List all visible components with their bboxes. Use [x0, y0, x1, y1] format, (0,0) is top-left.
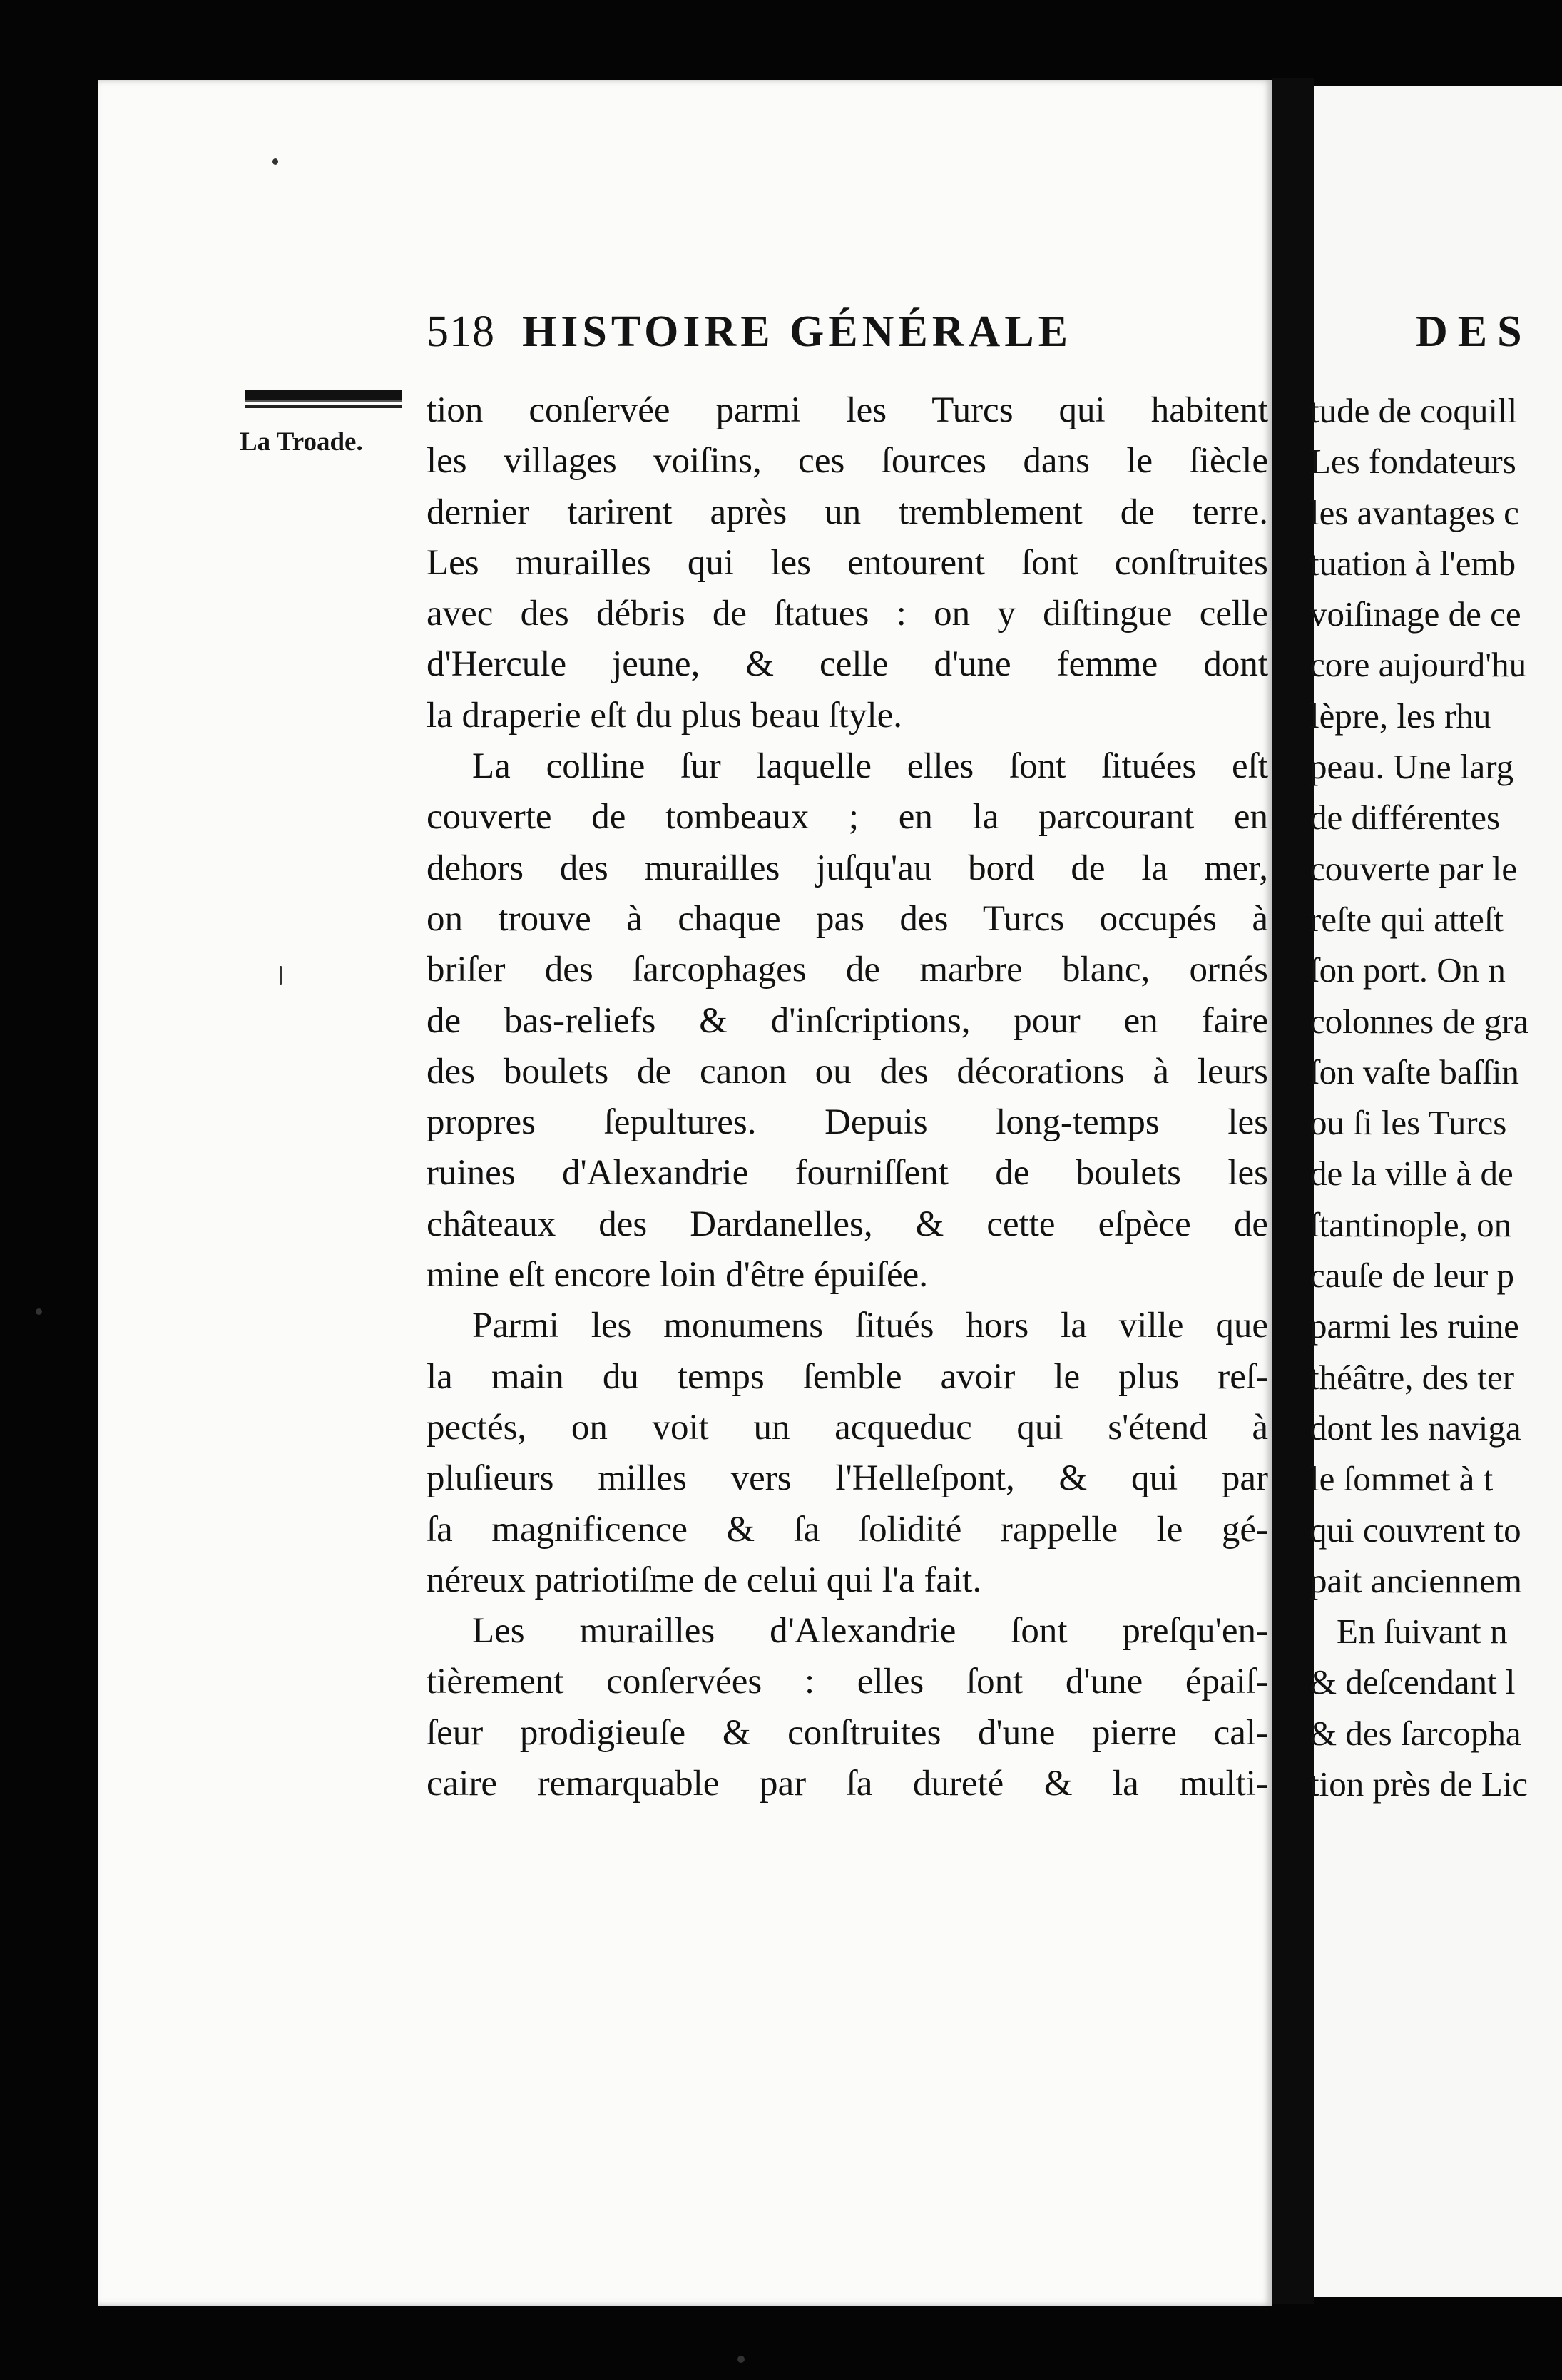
- book-gutter: [1272, 78, 1314, 2304]
- left-running-head: [427, 307, 1072, 357]
- margin-rule-ornament: [245, 390, 402, 402]
- text-line: tude de coquill: [1310, 391, 1518, 430]
- text-line: châteaux des Dardanelles, & cette eſpèce de: [427, 1204, 1268, 1244]
- scan-speck: [737, 2356, 745, 2363]
- text-line: on trouve à chaque pas des Turcs occupés à: [427, 898, 1268, 939]
- text-line: parmi les ruine: [1310, 1306, 1519, 1346]
- right-body-text: [1310, 385, 1562, 1809]
- text-line: néreux patriotiſme de celui qui l'a fait.: [427, 1560, 982, 1600]
- text-line: couverte par le: [1310, 848, 1518, 888]
- text-line: de différentes: [1310, 798, 1501, 838]
- text-line: de bas-reliefs & d'inſcriptions, pour en faire: [427, 1000, 1268, 1041]
- text-line: En ſuivant n: [1337, 1612, 1508, 1652]
- text-line: tuation à l'emb: [1310, 543, 1516, 583]
- text-line: Les murailles qui les entourent ſont conſtruites: [427, 542, 1268, 583]
- text-line: des boulets de canon ou des décorations à leurs: [427, 1051, 1268, 1092]
- text-line: pait anciennem: [1310, 1560, 1522, 1600]
- text-line: ſa magnificence & ſa ſolidité rappelle le gé-: [427, 1509, 1268, 1550]
- text-line: pluſieurs milles vers l'Helleſpont, & qui par: [427, 1458, 1268, 1499]
- text-line: les villages voiſins, ces ſources dans le ſiècle: [427, 441, 1268, 482]
- scan-speck: [36, 1308, 42, 1315]
- running-head-title: HISTOIRE GÉNÉRALE: [522, 307, 1073, 356]
- text-line: colonnes de gra: [1310, 1001, 1529, 1041]
- text-line: & deſcendant l: [1310, 1662, 1516, 1702]
- page-number: 518: [427, 307, 495, 356]
- text-line: pectés, on voit un acqueduc qui s'étend à: [427, 1407, 1268, 1448]
- text-line: propres ſepultures. Depuis long-temps les: [427, 1102, 1268, 1143]
- text-line: dernier tarirent après un tremblement de terre.: [427, 492, 1268, 532]
- text-line: briſer des ſarcophages de marbre blanc, ornés: [427, 950, 1268, 990]
- text-line: théâtre, des ter: [1310, 1357, 1515, 1397]
- text-line: reſte qui atteſt: [1310, 899, 1504, 939]
- text-line: ſon port. On n: [1310, 950, 1506, 990]
- text-line: les avantages c: [1310, 492, 1519, 532]
- text-line: dont les naviga: [1310, 1408, 1521, 1448]
- text-line: la draperie eſt du plus beau ſtyle.: [427, 695, 903, 736]
- text-line: ou ſi les Turcs: [1310, 1103, 1507, 1143]
- text-line: cauſe de leur p: [1310, 1256, 1515, 1296]
- text-line: voiſinage de ce: [1310, 594, 1521, 634]
- text-line: ſon vaſte baſſin: [1310, 1052, 1519, 1092]
- text-line: ſtantinople, on: [1310, 1204, 1512, 1244]
- text-line: couverte de tombeaux ; en la parcourant en: [427, 797, 1268, 838]
- left-body-text: [427, 385, 1268, 1809]
- text-line: Les fondateurs: [1310, 442, 1516, 482]
- text-line: lèpre, les rhu: [1310, 696, 1491, 736]
- text-line: peau. Une larg: [1310, 747, 1514, 787]
- text-line: Parmi les monumens ſitués hors la ville que: [472, 1306, 1268, 1346]
- text-line: & des ſarcopha: [1310, 1713, 1521, 1753]
- text-line: core aujourd'hu: [1310, 645, 1527, 685]
- margin-note: La Troade.: [240, 427, 363, 457]
- text-line: la main du temps ſemble avoir le plus reſ-: [427, 1356, 1268, 1397]
- text-line: ruines d'Alexandrie fourniſſent de boulets les: [427, 1153, 1268, 1194]
- text-line: qui couvrent to: [1310, 1510, 1521, 1550]
- text-line: le ſommet à t: [1310, 1459, 1494, 1499]
- text-line: La colline ſur laquelle elles ſont ſituées eſt: [472, 746, 1268, 787]
- text-line: caire remarquable par ſa dureté & la multi-: [427, 1764, 1268, 1804]
- text-line: avec des débris de ſtatues : on y diſtingue celle: [427, 594, 1268, 634]
- text-line: mine eſt encore loin d'être épuiſée.: [427, 1255, 929, 1296]
- text-line: tion près de Lic: [1310, 1764, 1528, 1804]
- text-line: tion conſervée parmi les Turcs qui habitent: [427, 390, 1268, 430]
- text-line: de la ville à de: [1310, 1154, 1513, 1194]
- scan-speck: [272, 158, 278, 165]
- text-line: ſeur prodigieuſe & conſtruites d'une pierre cal-: [427, 1712, 1268, 1753]
- scan-speck: [280, 966, 282, 985]
- text-line: d'Hercule jeune, & celle d'une femme dont: [427, 644, 1268, 685]
- text-line: tièrement conſervées : elles ſont d'une épaiſ-: [427, 1662, 1268, 1702]
- text-line: Les murailles d'Alexandrie ſont preſqu'en-: [472, 1611, 1268, 1652]
- text-line: dehors des murailles juſqu'au bord de la mer,: [427, 848, 1268, 888]
- right-running-head: DES: [1416, 307, 1532, 356]
